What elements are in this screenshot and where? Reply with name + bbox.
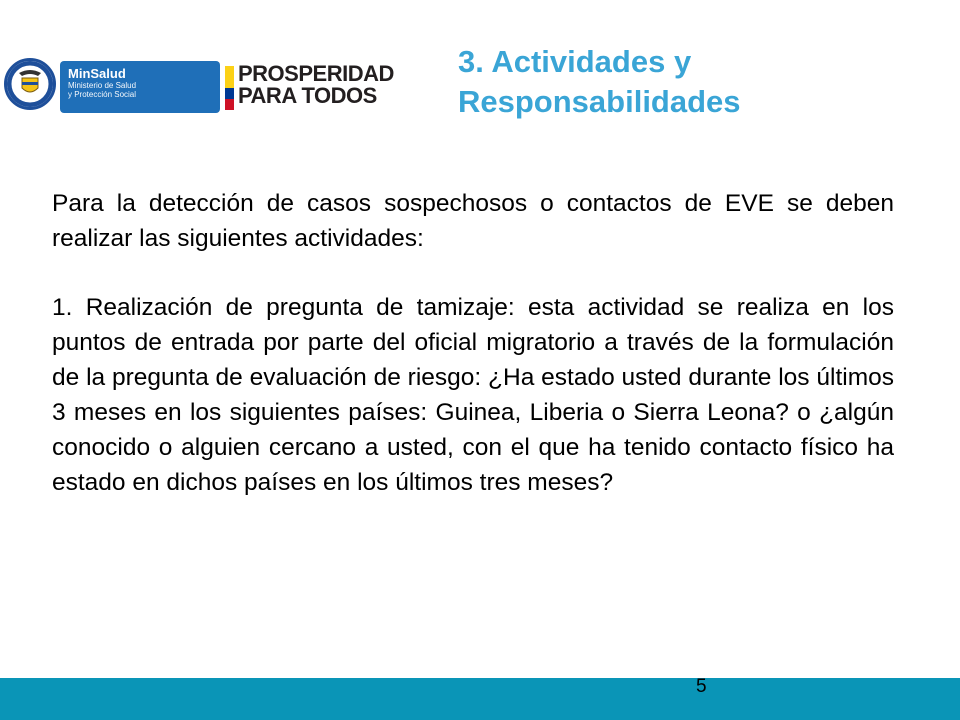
slide-body [52, 186, 894, 500]
slide-title: 3. Actividades y Responsabilidades [458, 44, 741, 119]
minsalud-logo [60, 61, 220, 113]
activity-item-1: 1. Realización de pregunta de tamizaje: esta actividad se realiza en los puntos de entrada por parte del oficial migratorio a través de la formulación de la pregunta de evaluación de riesgo: ¿Ha estado usted durante los últimos 3 meses en los siguientes países: Guinea, Liberia o Sierra Leona? o ¿algún conocido o alguien cercano a usted, con el que ha tenido contacto físico ha estado en dichos países en los últimos tres meses? [52, 294, 894, 496]
footer-bar [0, 678, 960, 720]
prosperidad-para-todos-logo [238, 63, 394, 107]
minsalud-brand: MinSalud [68, 66, 126, 81]
intro-paragraph: Para la detección de casos sospechosos o contactos de EVE se deben realizar las siguientes actividades: [52, 190, 894, 252]
page-number: 5 [696, 676, 707, 697]
colombia-seal-logo [4, 58, 56, 110]
minsalud-subtitle-2: y Protección Social [68, 90, 137, 99]
minsalud-subtitle-1: Ministerio de Salud [68, 81, 137, 90]
colombia-flag-icon [225, 66, 234, 110]
prosperidad-line-1: PROSPERIDAD [238, 61, 394, 86]
prosperidad-line-2: PARA TODOS [238, 83, 377, 108]
